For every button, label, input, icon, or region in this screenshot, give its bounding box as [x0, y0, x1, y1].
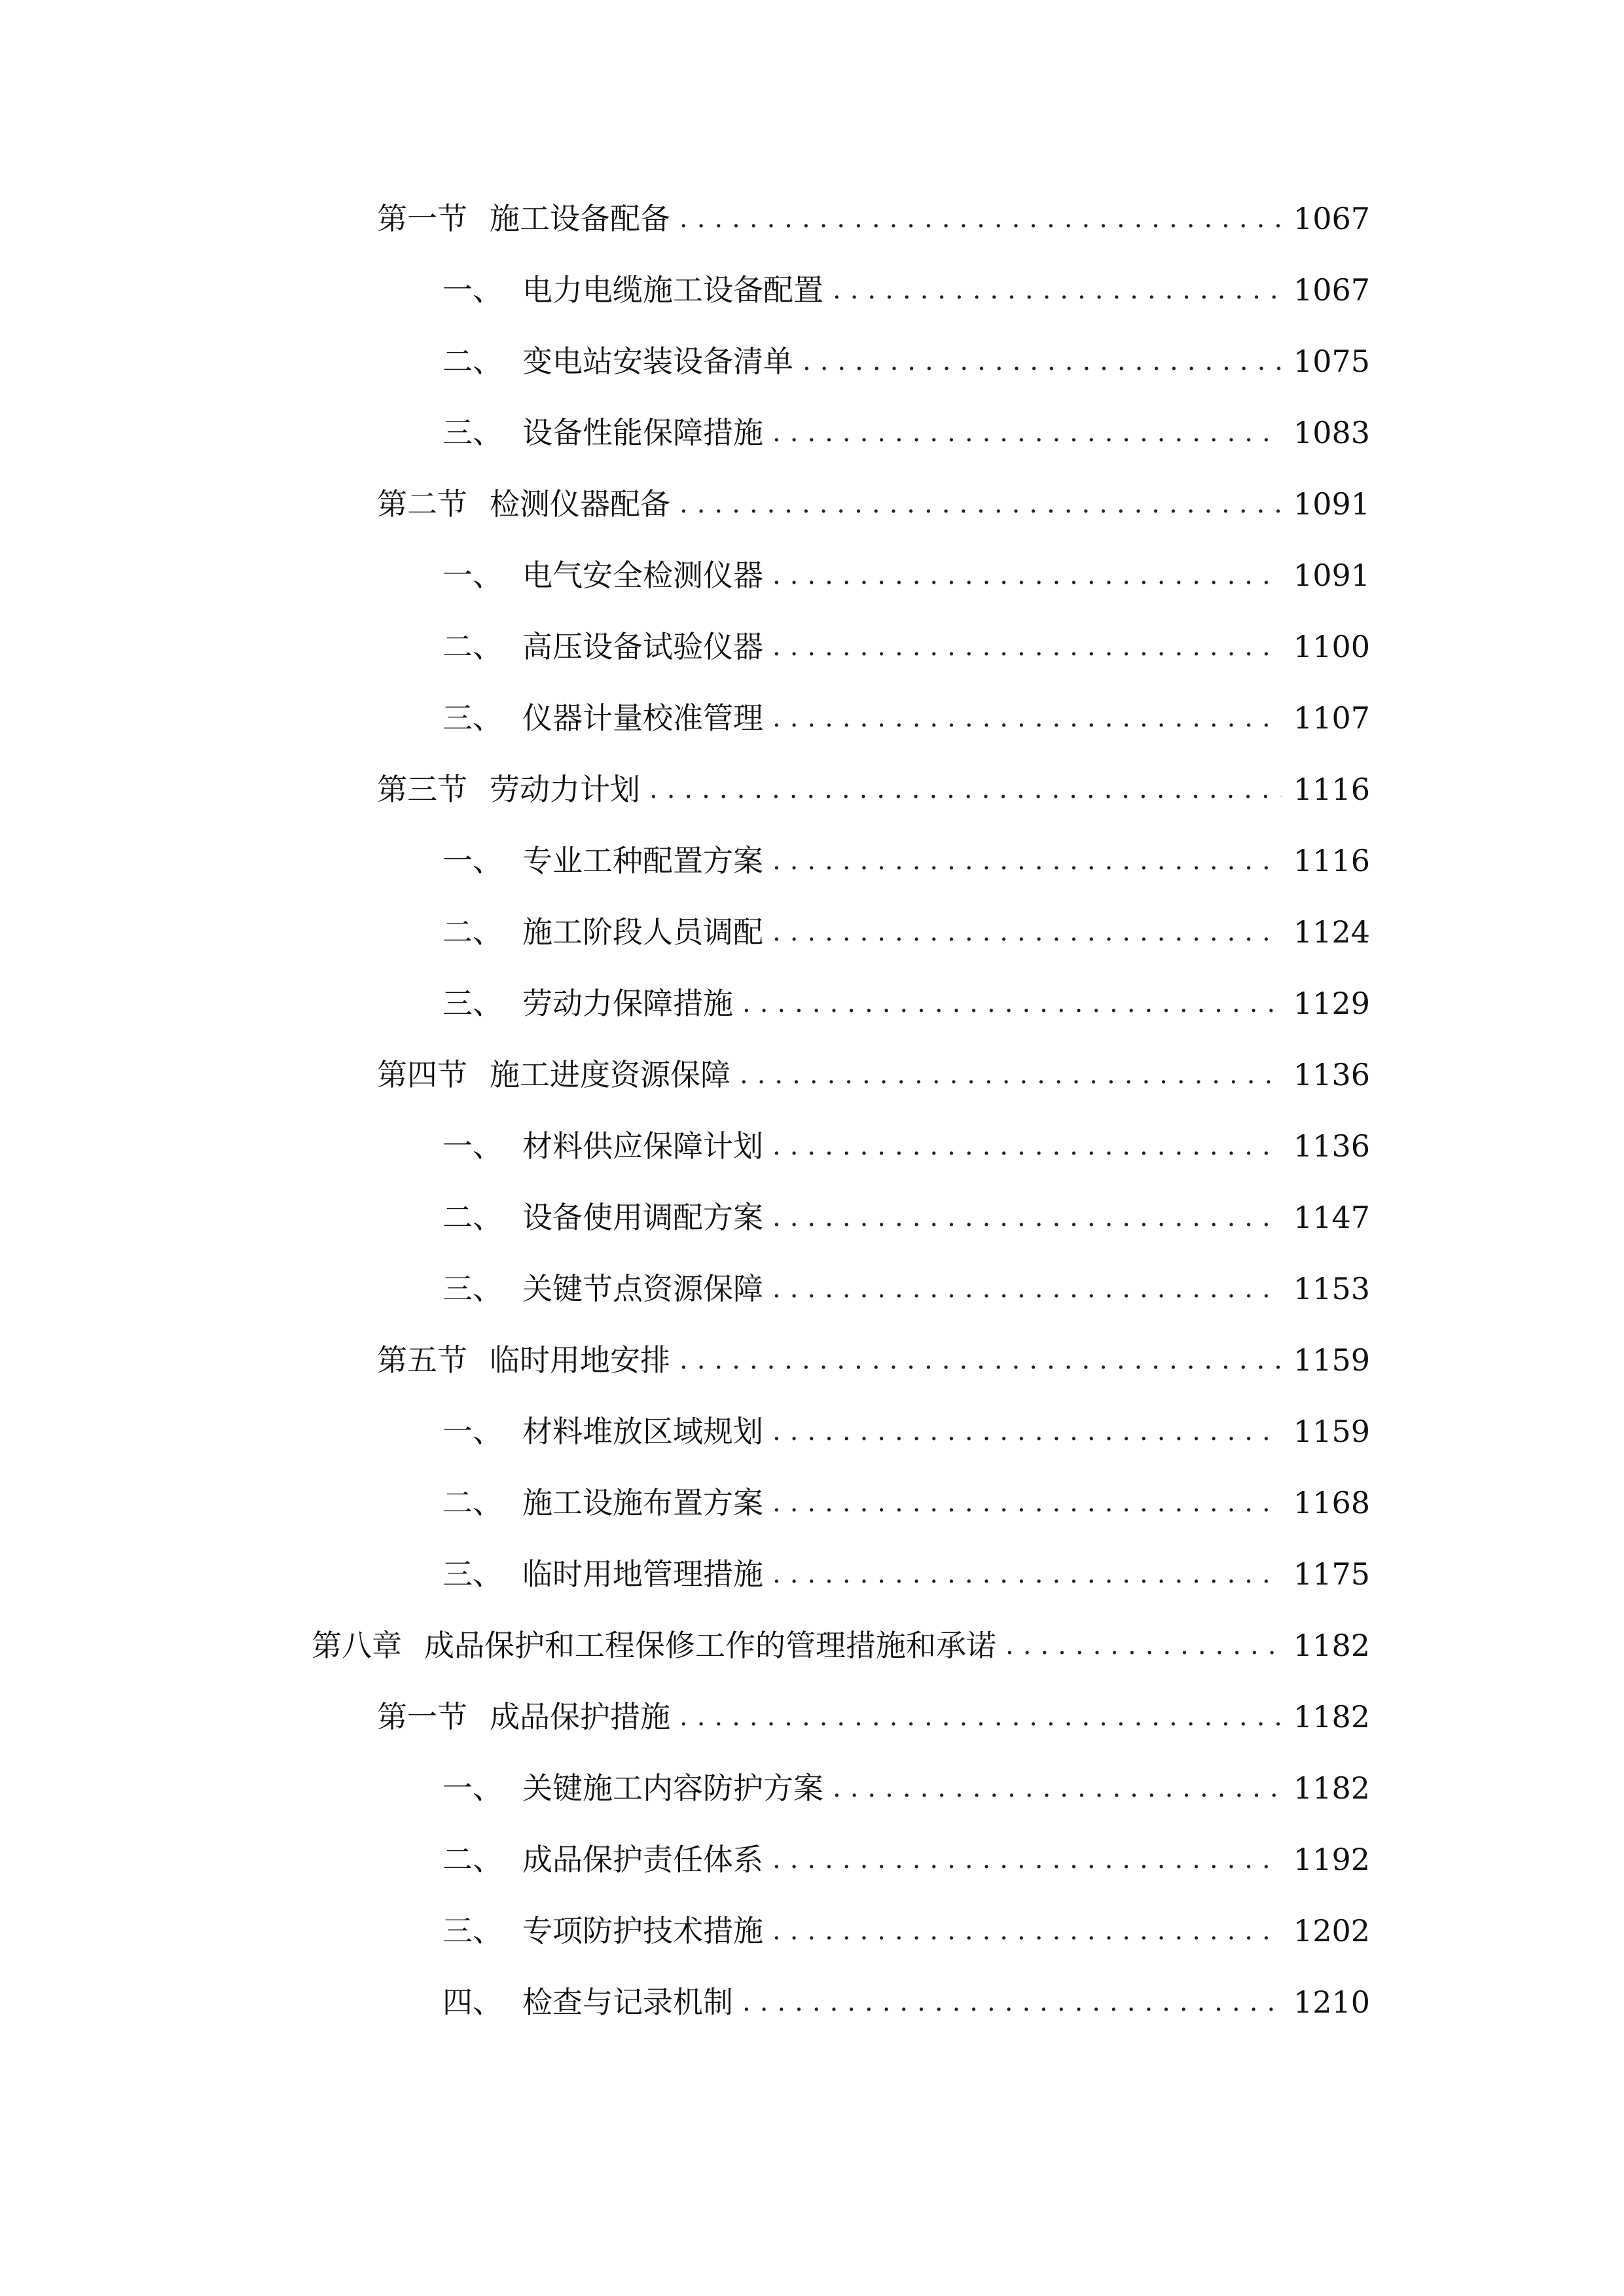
toc-dot-leader	[772, 1918, 1282, 1944]
toc-entry[interactable]	[377, 753, 1370, 825]
toc-entry-page: 1136	[1293, 1128, 1370, 1164]
toc-dot-leader	[679, 491, 1282, 517]
toc-entry[interactable]	[442, 682, 1370, 753]
toc-dot-leader	[772, 919, 1282, 945]
toc-entry[interactable]	[377, 1324, 1370, 1395]
toc-dot-leader	[772, 1846, 1282, 1873]
toc-entry[interactable]	[377, 183, 1370, 254]
toc-entry-title: 检查与记录机制	[522, 1984, 733, 2020]
toc-dot-leader	[742, 990, 1282, 1016]
toc-entry[interactable]	[442, 1823, 1370, 1895]
toc-entry-number: 三、	[442, 985, 503, 1021]
toc-entry-number: 第四节	[377, 1056, 467, 1092]
toc-entry-title: 设备性能保障措施	[522, 414, 763, 450]
toc-entry-page: 1192	[1293, 1841, 1370, 1877]
toc-entry-number: 三、	[442, 1912, 503, 1948]
toc-entry-title: 关键施工内容防护方案	[522, 1770, 823, 1806]
toc-entry[interactable]	[377, 1039, 1370, 1110]
toc-entry-page: 1116	[1293, 842, 1370, 878]
toc-entry-number: 二、	[442, 343, 503, 379]
toc-entry-page: 1124	[1293, 914, 1370, 950]
toc-entry-number: 一、	[442, 557, 503, 593]
toc-dot-leader	[772, 1133, 1282, 1159]
toc-dot-leader	[833, 277, 1282, 303]
toc-entry[interactable]	[442, 397, 1370, 468]
toc-entry-page: 1202	[1293, 1912, 1370, 1948]
toc-entry-page: 1100	[1293, 628, 1370, 664]
toc-entry-page: 1067	[1293, 200, 1370, 236]
toc-dot-leader	[772, 1276, 1282, 1302]
toc-entry-page: 1147	[1293, 1199, 1370, 1235]
toc-entry-title: 电气安全检测仪器	[522, 557, 763, 593]
toc-entry-number: 一、	[442, 1770, 503, 1806]
toc-entry[interactable]	[442, 1253, 1370, 1324]
toc-dot-leader	[742, 1989, 1282, 2015]
toc-entry-number: 二、	[442, 628, 503, 664]
toc-entry-page: 1116	[1293, 771, 1370, 807]
toc-entry-number: 二、	[442, 1484, 503, 1520]
toc-entry-number: 一、	[442, 842, 503, 878]
toc-entry[interactable]	[442, 1752, 1370, 1823]
toc-dot-leader	[772, 705, 1282, 731]
toc-entry-page: 1107	[1293, 700, 1370, 736]
toc-entry-page: 1136	[1293, 1056, 1370, 1092]
toc-entry-title: 临时用地管理措施	[522, 1556, 763, 1592]
toc-entry-number: 三、	[442, 1270, 503, 1306]
toc-dot-leader	[833, 1775, 1282, 1801]
toc-entry[interactable]	[442, 254, 1370, 325]
toc-entry[interactable]	[442, 825, 1370, 896]
toc-entry[interactable]	[442, 1110, 1370, 1181]
toc-dot-leader	[772, 848, 1282, 874]
toc-entry-title: 施工阶段人员调配	[522, 914, 763, 950]
toc-entry-title: 临时用地安排	[490, 1342, 670, 1378]
toc-entry-number: 二、	[442, 914, 503, 950]
toc-entry[interactable]	[442, 967, 1370, 1039]
toc-entry-number: 二、	[442, 1841, 503, 1877]
toc-dot-leader	[772, 1418, 1282, 1444]
toc-entry-title: 成品保护和工程保修工作的管理措施和承诺	[424, 1627, 996, 1663]
toc-entry[interactable]	[442, 896, 1370, 967]
toc-dot-leader	[772, 420, 1282, 446]
toc-entry[interactable]	[377, 468, 1370, 539]
toc-entry-number: 第二节	[377, 486, 467, 522]
toc-entry-page: 1168	[1293, 1484, 1370, 1520]
toc-entry-number: 第一节	[377, 200, 467, 236]
toc-entry[interactable]	[442, 1181, 1370, 1253]
toc-entry-title: 检测仪器配备	[490, 486, 670, 522]
toc-entry-number: 三、	[442, 414, 503, 450]
toc-entry-page: 1159	[1293, 1342, 1370, 1378]
toc-entry-title: 专项防护技术措施	[522, 1912, 763, 1948]
toc-entry[interactable]	[442, 1467, 1370, 1538]
toc-entry-title: 劳动力计划	[490, 771, 640, 807]
toc-entry-page: 1129	[1293, 985, 1370, 1021]
toc-entry[interactable]	[377, 1681, 1370, 1752]
toc-entry-title: 变电站安装设备清单	[522, 343, 793, 379]
toc-entry-page: 1075	[1293, 343, 1370, 379]
toc-entry-number: 二、	[442, 1199, 503, 1235]
toc-entry-number: 第五节	[377, 1342, 467, 1378]
toc-entry-number: 第一节	[377, 1698, 467, 1734]
toc-dot-leader	[649, 776, 1282, 802]
toc-entry-number: 三、	[442, 1556, 503, 1592]
toc-dot-leader	[772, 1561, 1282, 1587]
toc-dot-leader	[772, 1490, 1282, 1516]
toc-entry-page: 1210	[1293, 1984, 1370, 2020]
toc-dot-leader	[679, 1704, 1282, 1730]
toc-entry[interactable]	[442, 539, 1370, 611]
toc-entry-title: 施工进度资源保障	[490, 1056, 731, 1092]
toc-entry-title: 仪器计量校准管理	[522, 700, 763, 736]
toc-entry[interactable]	[442, 1395, 1370, 1467]
toc-entry[interactable]	[442, 611, 1370, 682]
toc-entry-page: 1153	[1293, 1270, 1370, 1306]
toc-dot-leader	[740, 1062, 1282, 1088]
toc-entry-title: 成品保护措施	[490, 1698, 670, 1734]
toc-dot-leader	[1005, 1632, 1282, 1659]
toc-entry-page: 1091	[1293, 486, 1370, 522]
toc-entry-number: 四、	[442, 1984, 503, 2020]
toc-entry-title: 成品保护责任体系	[522, 1841, 763, 1877]
toc-dot-leader	[679, 1347, 1282, 1373]
toc-entry-page: 1175	[1293, 1556, 1370, 1592]
toc-entry-number: 一、	[442, 272, 503, 308]
toc-entry-page: 1182	[1293, 1698, 1370, 1734]
toc-entry-page: 1159	[1293, 1413, 1370, 1449]
toc-entry-title: 材料供应保障计划	[522, 1128, 763, 1164]
toc-entry[interactable]	[442, 325, 1370, 397]
toc-dot-leader	[772, 1204, 1282, 1230]
toc-entry-title: 专业工种配置方案	[522, 842, 763, 878]
toc-entry[interactable]	[442, 1895, 1370, 1966]
toc-entry-number: 一、	[442, 1128, 503, 1164]
toc-entry[interactable]	[442, 1966, 1370, 2037]
toc-dot-leader	[803, 348, 1282, 374]
toc-dot-leader	[772, 634, 1282, 660]
toc-entry-title: 设备使用调配方案	[522, 1199, 763, 1235]
toc-entry-page: 1091	[1293, 557, 1370, 593]
toc-entry-page: 1182	[1293, 1627, 1370, 1663]
toc-entry-number: 第八章	[312, 1627, 402, 1663]
toc-entry-title: 电力电缆施工设备配置	[522, 272, 823, 308]
toc-dot-leader	[772, 562, 1282, 588]
toc-entry-title: 施工设施布置方案	[522, 1484, 763, 1520]
toc-entry[interactable]	[312, 1609, 1370, 1681]
toc-entry-title: 材料堆放区域规划	[522, 1413, 763, 1449]
toc-entry-page: 1083	[1293, 414, 1370, 450]
toc-entry-number: 第三节	[377, 771, 467, 807]
toc-entry-title: 关键节点资源保障	[522, 1270, 763, 1306]
toc-entry-number: 一、	[442, 1413, 503, 1449]
toc-entry-number: 三、	[442, 700, 503, 736]
toc-entry[interactable]	[442, 1538, 1370, 1609]
toc-entry-title: 施工设备配备	[490, 200, 670, 236]
toc-entry-title: 高压设备试验仪器	[522, 628, 763, 664]
toc-entry-title: 劳动力保障措施	[522, 985, 733, 1021]
toc-dot-leader	[679, 206, 1282, 232]
toc-entry-page: 1067	[1293, 272, 1370, 308]
toc-entry-page: 1182	[1293, 1770, 1370, 1806]
